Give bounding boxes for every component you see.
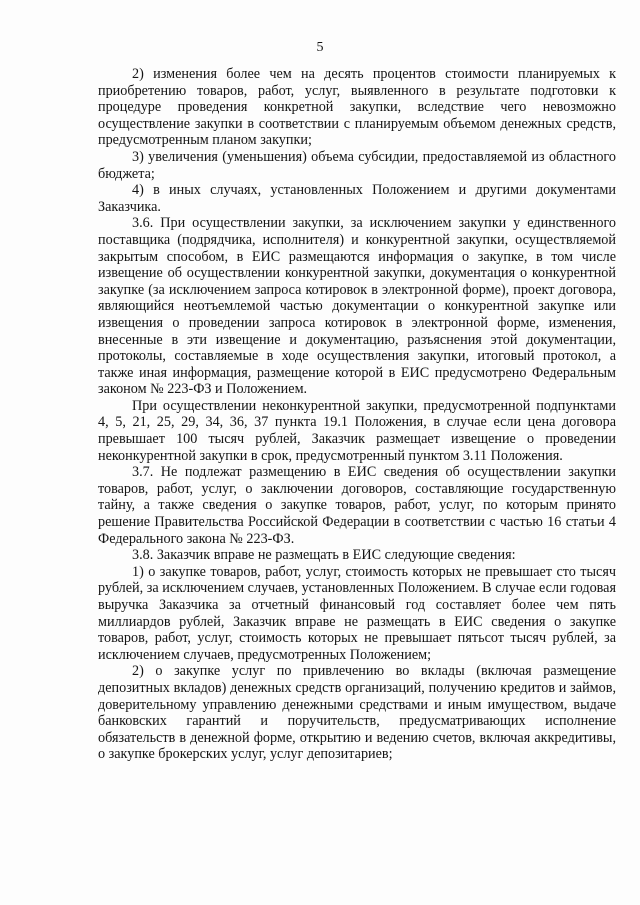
list-item-4-other-cases: 4) в иных случаях, установленных Положением и другими документами Заказчика. — [98, 182, 616, 215]
clause-3-8: 3.8. Заказчик вправе не размещать в ЕИС следующие сведения: — [132, 547, 516, 564]
document-body — [98, 66, 616, 763]
clause-3-6: 3.6. При осуществлении закупки, за исключением закупки у единственного поставщика (подрядчика, исполнителя) и конкурентной закупки, осуществляемой закрытым способом, в ЕИС размещаются информация о закупке, в том числе извещение об осуществлении конкурентной закупки, документация о конкурентной закупке (за исключением запроса котировок в электронной форме), проект договора, являющийся неотъемлемой частью документации о конкурентной закупке или извещения о проведении запроса котировок в электронной форме, изменения, внесенные в эти извещение и документацию, разъяснения этой документации, протоколы, составляемые в ходе осуществления закупки, итоговый протокол, а также иная информация, размещение которой в ЕИС предусмотрено Федеральным законом № 223-ФЗ и Положением. — [98, 215, 616, 398]
clause-3-8-item-1: 1) о закупке товаров, работ, услуг, стоимость которых не превышает сто тысяч рублей, за исключением случаев, установленных Положением. В случае если годовая выручка Заказчика за отчетный финансовый год составляет более чем пять миллиардов рублей, Заказчик вправе не размещать в ЕИС сведения о закупке товаров, работ, услуг, стоимость которых не превышает пятьсот тысяч рублей, за исключением случаев, предусмотренных Положением; — [98, 563, 616, 663]
clause-3-7: 3.7. Не подлежат размещению в ЕИС сведения об осуществлении закупки товаров, работ, услуг, о заключении договоров, составляющие государственную тайну, а также сведения о закупке товаров, работ, услуг, по которым принято решение Правительства Российской Федерации в соответствии с частью 16 статьи 4 Федерального закона № 223-ФЗ. — [98, 464, 616, 547]
list-item-3-subsidy-change: 3) увеличения (уменьшения) объема субсидии, предоставляемой из областного бюджета; — [98, 148, 616, 182]
list-item-2-price-change: 2) изменения более чем на десять процентов стоимости планируемых к приобретению товаров, работ, услуг, выявленного в результате подготовки к процедуре проведения конкретной закупки, вследствие чего невозможно осуществление закупки в соответствии с планируемым объемом денежных средств, предусмотренным планом закупки; — [98, 66, 616, 149]
clause-3-6-noncompetitive: При осуществлении неконкурентной закупки, предусмотренной подпунктами 4, 5, 21, 25, 29, 34, 36, 37 пункта 19.1 Положения, в случае если цена договора превышает 100 тысяч рублей, Заказчик размещает извещение о проведении неконкурентной закупки в срок, предусмотренный пунктом 3.11 Положения. — [98, 397, 616, 464]
page-number: 5 — [316, 40, 324, 55]
clause-3-8-item-2: 2) о закупке услуг по привлечению во вклады (включая размещение депозитных вкладов) денежных средств организаций, получению кредитов и займов, доверительному управлению денежными средствами и иным имуществом, выдаче банковских гарантий и поручительств, предусматривающих исполнение обязательств в денежной форме, открытию и ведению счетов, включая аккредитивы, о закупке брокерских услуг, услуг депозитариев; — [98, 663, 616, 763]
